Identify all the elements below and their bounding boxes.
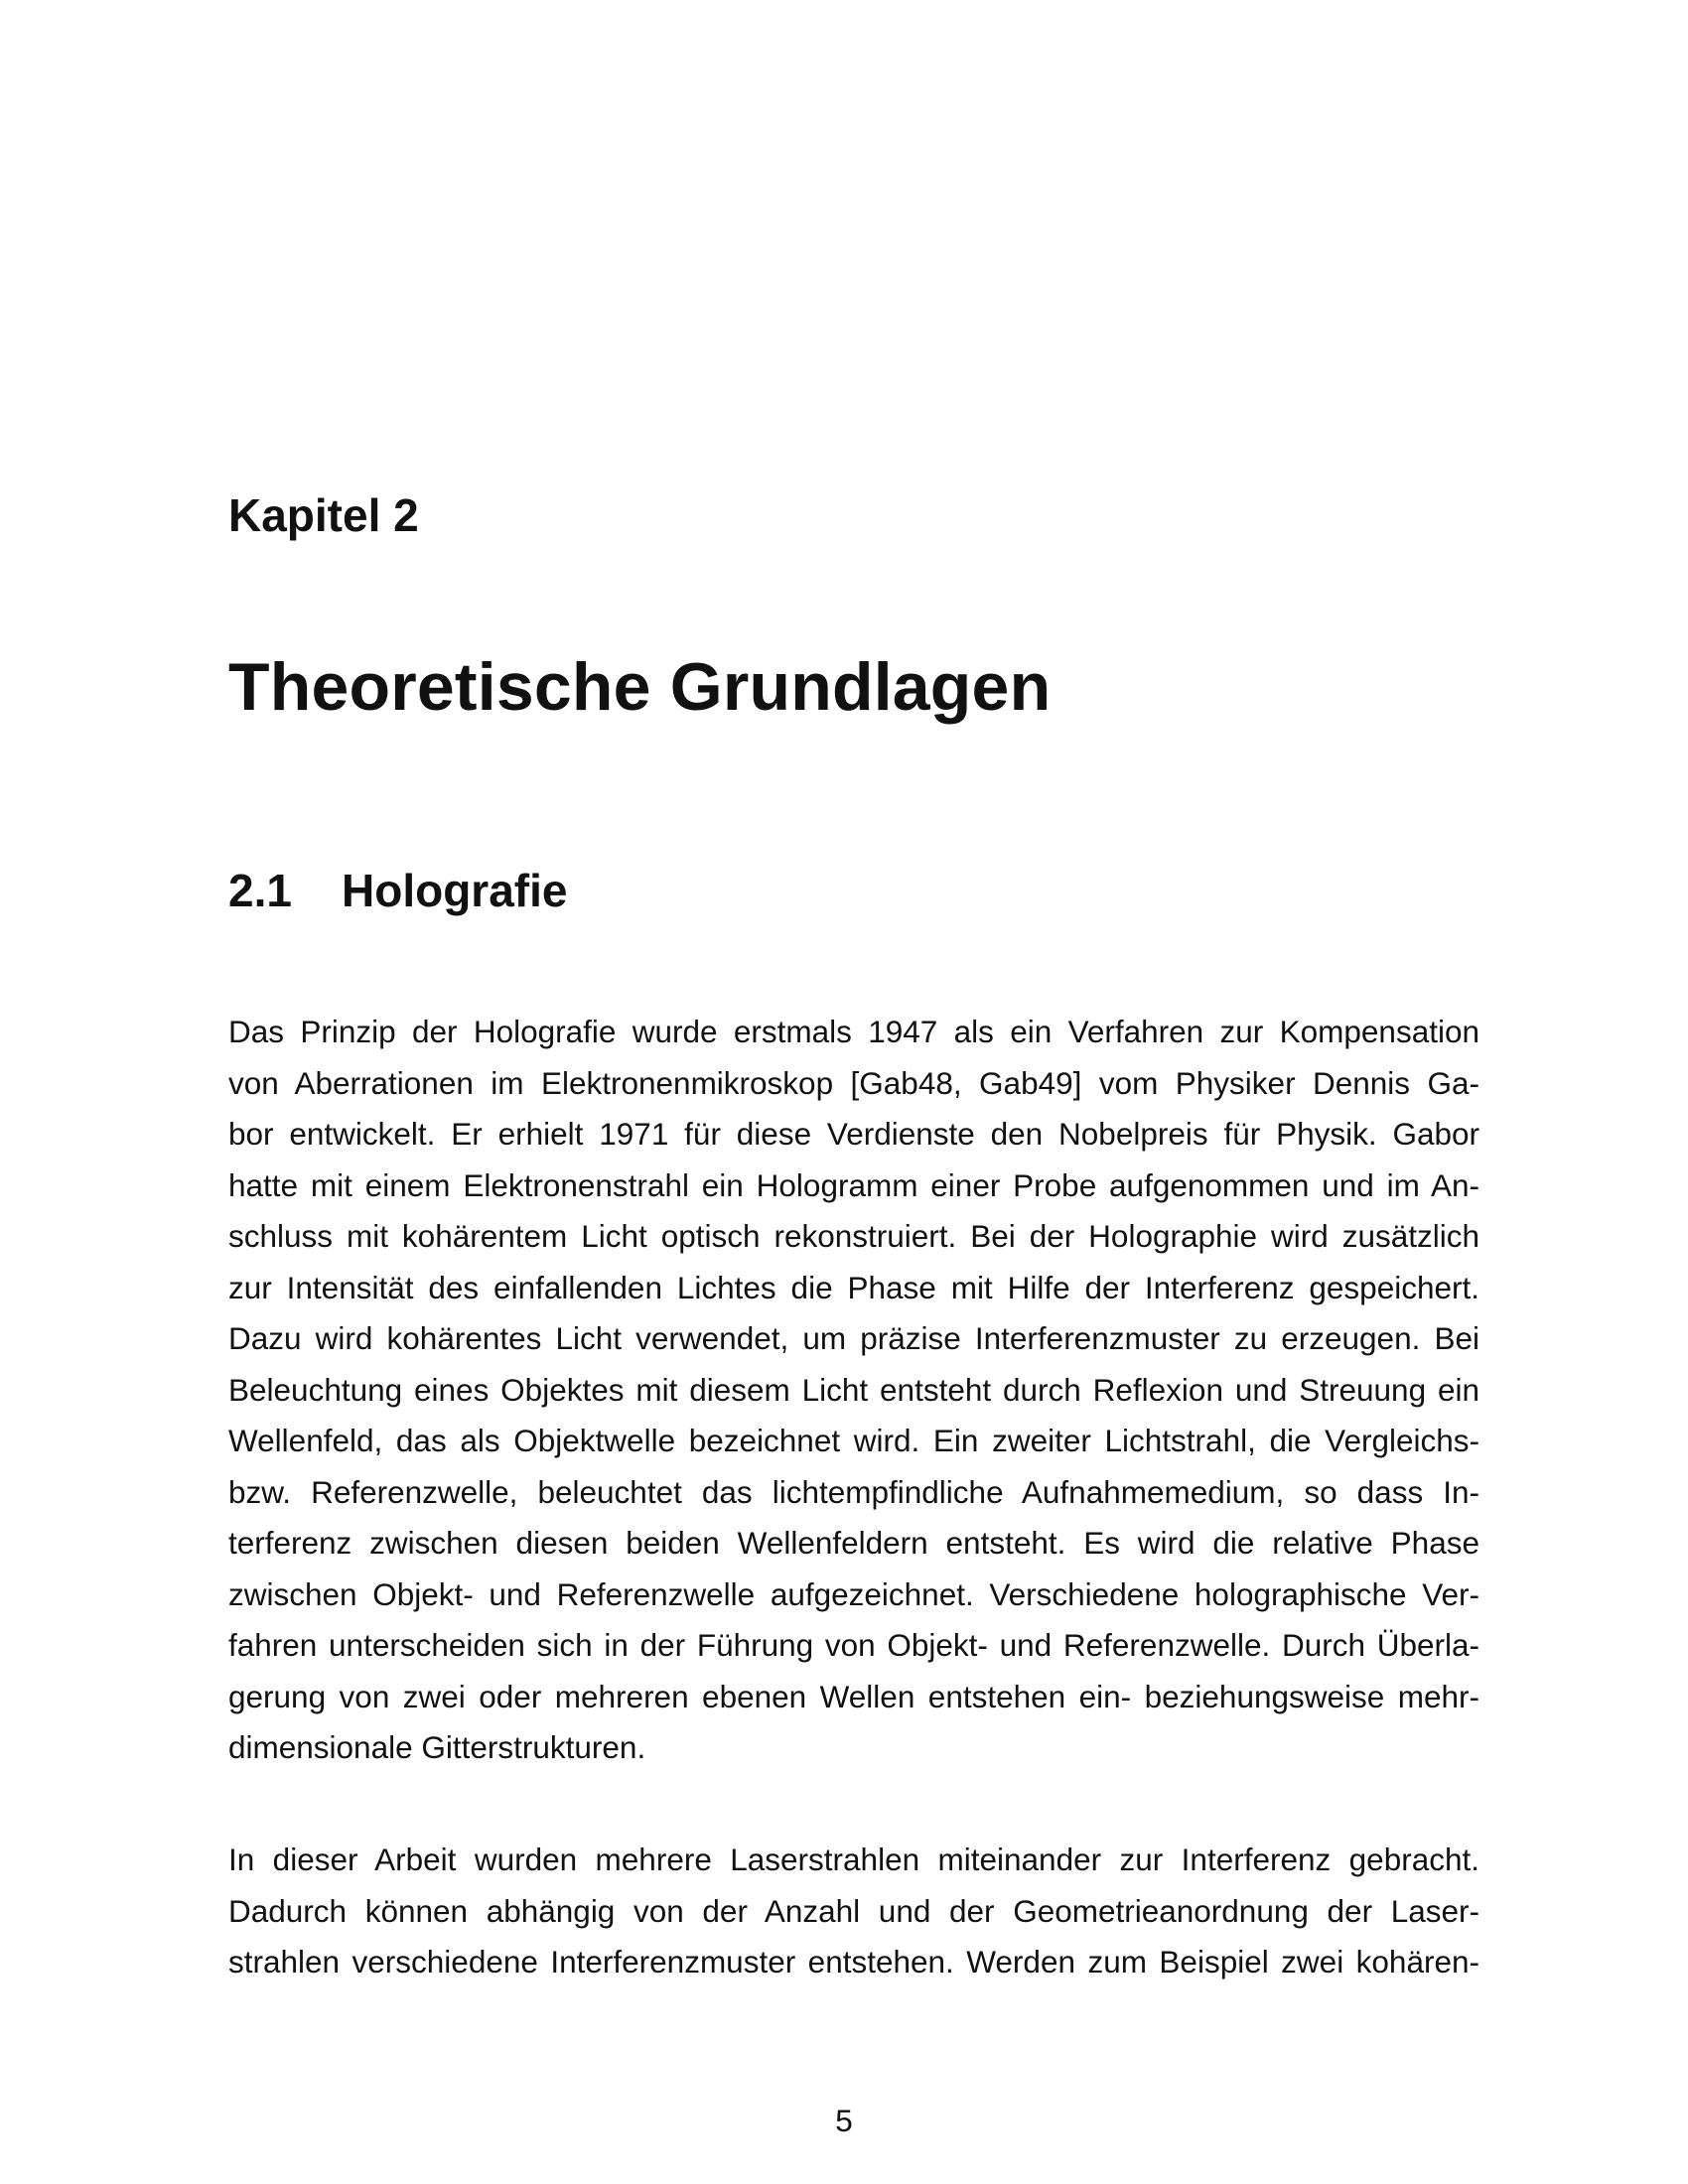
section-title: Holografie <box>342 865 568 916</box>
paragraph-line: hatte mit einem Elektronenstrahl ein Hologramm einer Probe aufgenommen und im An- <box>228 1166 1479 1203</box>
paragraph-line: Wellenfeld, das als Objektwelle bezeichnet wird. Ein zweiter Lichtstrahl, die Vergleichs- <box>228 1423 1479 1458</box>
paragraph-line: Das Prinzip der Holografie wurde erstmals 1947 als ein Verfahren zur Kompensation <box>228 1014 1479 1049</box>
paragraph-line: bor entwickelt. Er erhielt 1971 für diese Verdienste den Nobelpreis für Physik. Gabor <box>228 1116 1479 1152</box>
paragraph-line: Dadurch können abhängig von der Anzahl und der Geometrieanordnung der Laser- <box>228 1892 1479 1929</box>
chapter-label: Kapitel 2 <box>228 489 419 541</box>
paragraph-2 <box>228 1835 1479 1988</box>
paragraph-line: von Aberrationen im Elektronenmikroskop [Gab48, Gab49] vom Physiker Dennis Ga- <box>228 1064 1479 1101</box>
paragraph-line: bzw. Referenzwelle, beleuchtet das lichtempfindliche Aufnahmemedium, so dass In- <box>228 1473 1479 1510</box>
paragraph-line: strahlen verschiedene Interferenzmuster entstehen. Werden zum Beispiel zwei kohären- <box>228 1944 1479 1979</box>
paragraph-line: schluss mit kohärentem Licht optisch rekonstruiert. Bei der Holographie wird zusätzlich <box>228 1218 1479 1254</box>
paragraph-line: fahren unterscheiden sich in der Führung von Objekt- und Referenzwelle. Durch Überla- <box>228 1627 1479 1663</box>
paragraph-line: terferenz zwischen diesen beiden Wellenfeldern entsteht. Es wird die relative Phase <box>228 1525 1479 1561</box>
paragraph-line: Dazu wird kohärentes Licht verwendet, um präzise Interferenzmuster zu erzeugen. Bei <box>228 1320 1479 1356</box>
paragraph-line: zwischen Objekt- und Referenzwelle aufgezeichnet. Verschiedene holographische Ver- <box>228 1575 1479 1612</box>
paragraph-line: zur Intensität des einfallenden Lichtes die Phase mit Hilfe der Interferenz gespeichert. <box>228 1269 1479 1305</box>
paragraph-1 <box>228 1007 1479 1774</box>
chapter-title: Theoretische Grundlagen <box>228 649 1052 725</box>
paragraph-line: Beleuchtung eines Objektes mit diesem Licht entsteht durch Reflexion und Streuung ein <box>228 1371 1479 1408</box>
paragraph-line: gerung von zwei oder mehreren ebenen Wellen entstehen ein- beziehungsweise mehr- <box>228 1678 1479 1714</box>
page-number: 5 <box>835 2103 853 2138</box>
paragraph-line: In dieser Arbeit wurden mehrere Laserstrahlen miteinander zur Interferenz gebracht. <box>228 1842 1479 1877</box>
section-number: 2.1 <box>228 865 292 916</box>
paragraph-line: dimensionale Gitterstrukturen. <box>228 1729 646 1765</box>
section-heading <box>228 864 567 918</box>
